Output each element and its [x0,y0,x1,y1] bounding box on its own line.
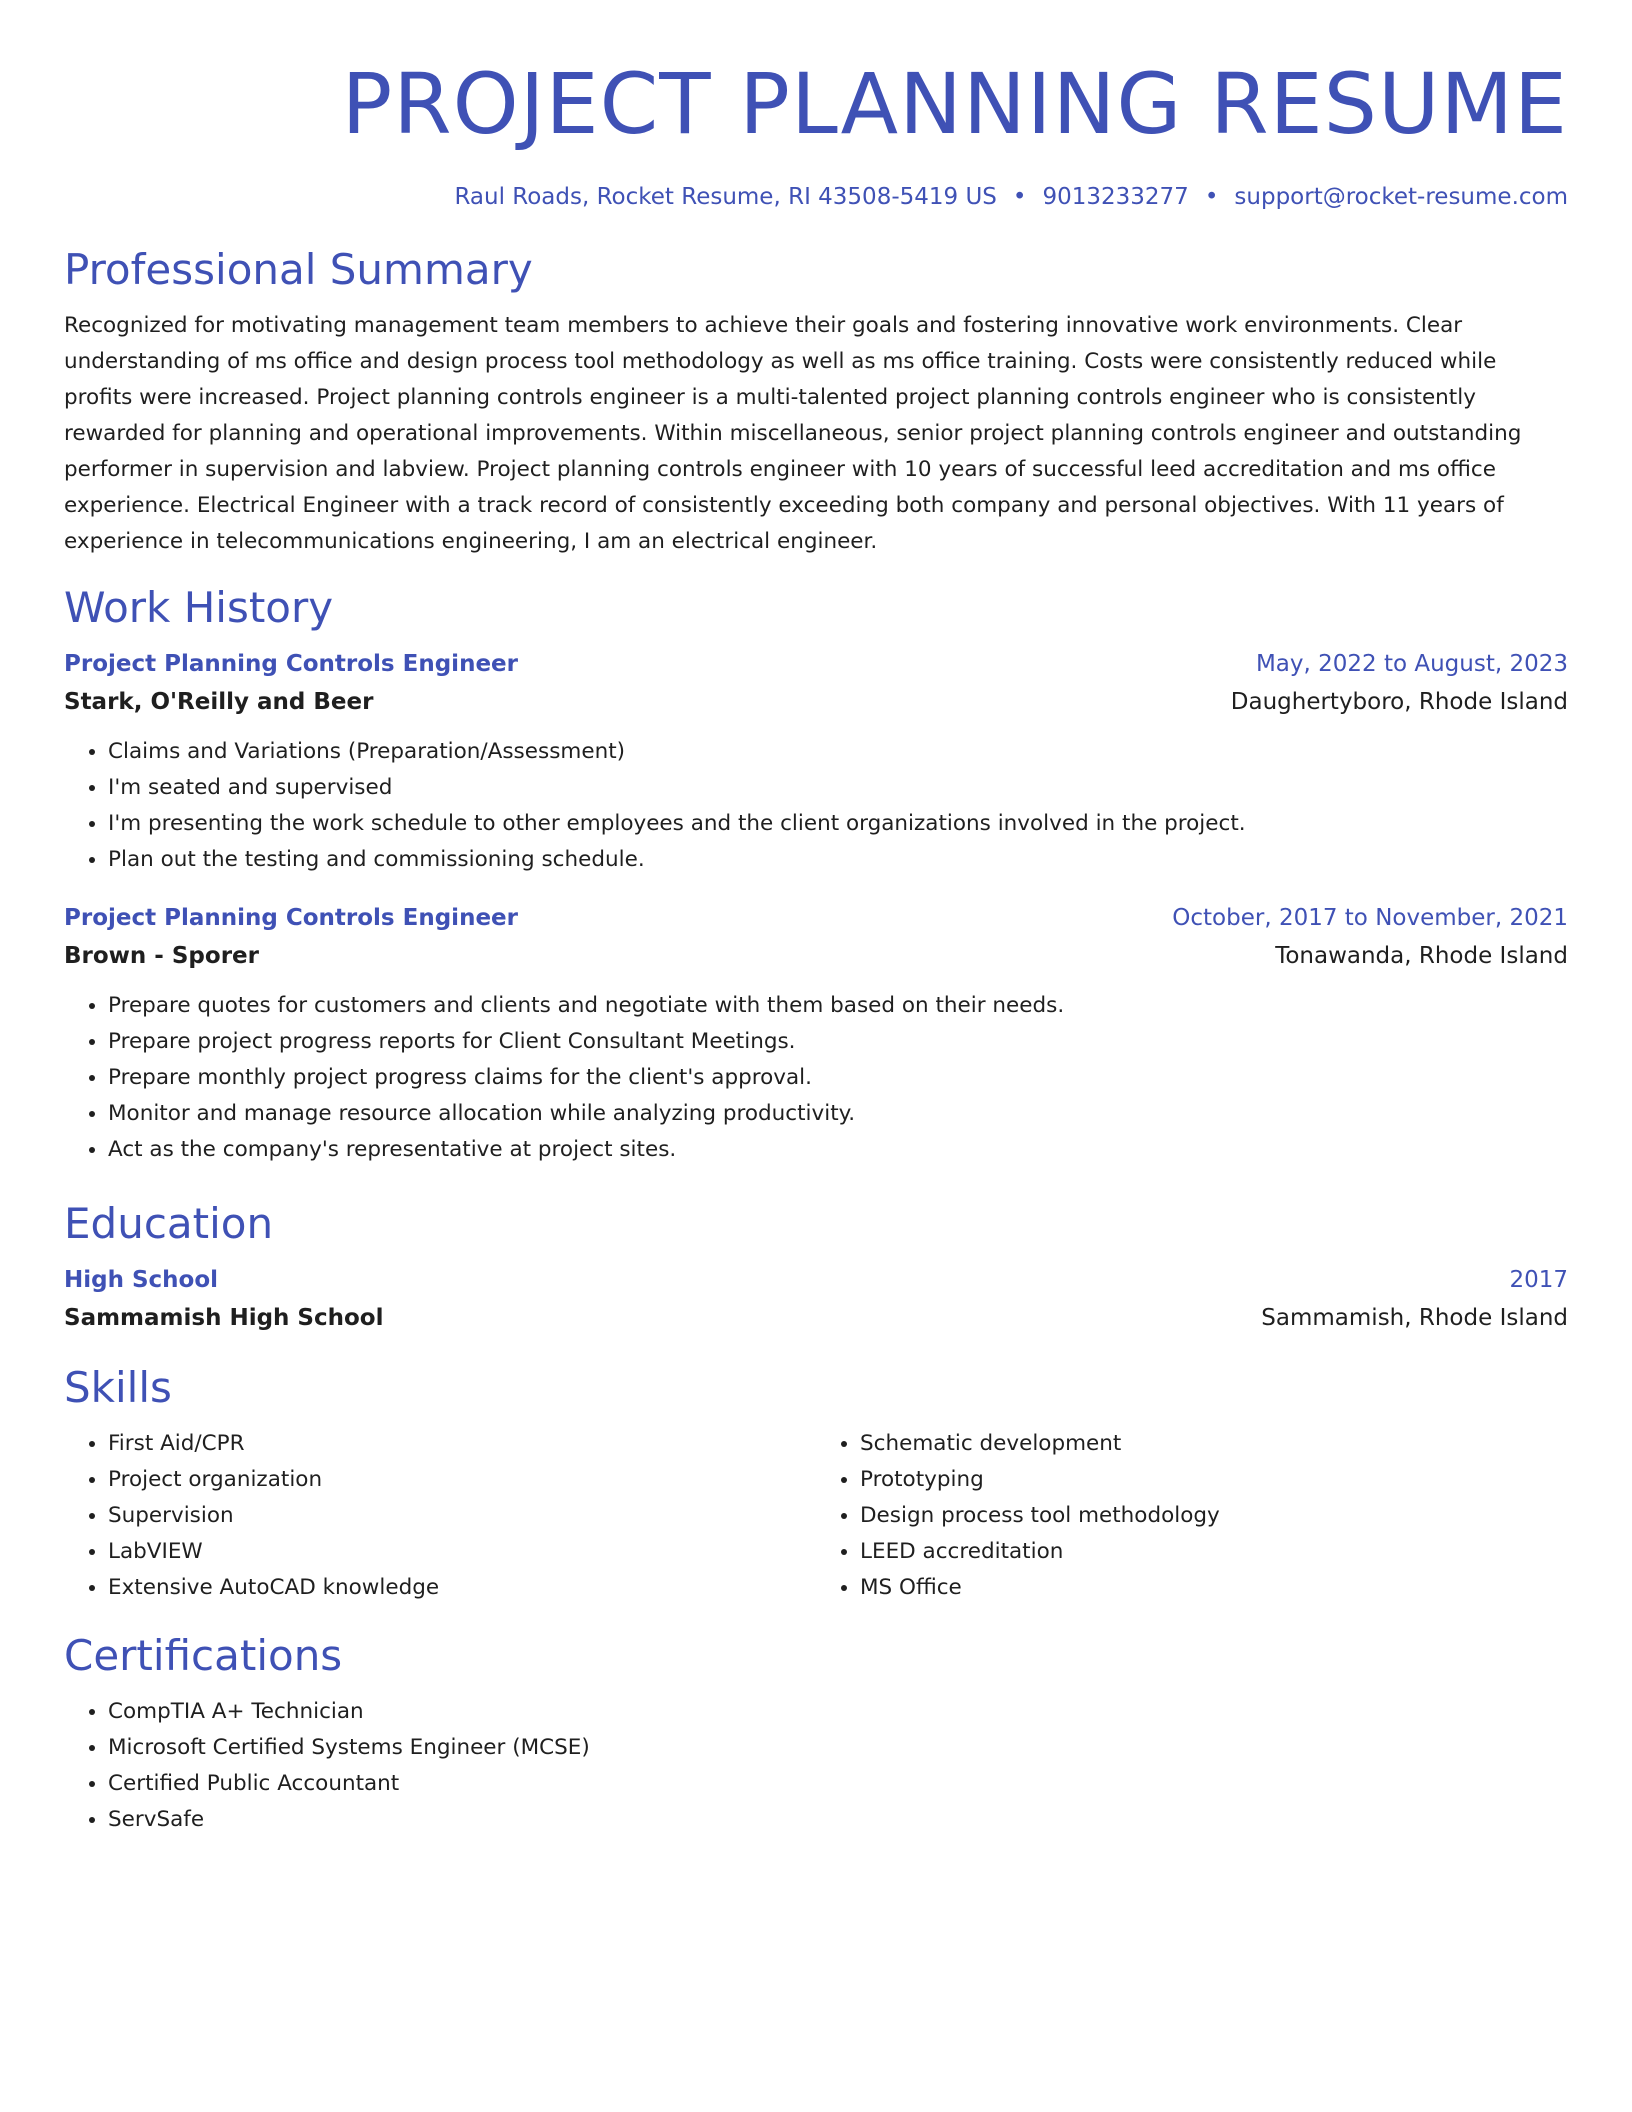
job-duty-item: • Act as the company's representative at project sites. [108,1132,1568,1168]
job-duty-item: • I'm presenting the work schedule to other employees and the client organizations involved in the project. [108,806,1568,842]
education-year: 2017 [1509,1267,1568,1293]
education-location: Sammamish, Rhode Island [1261,1305,1568,1331]
skills-grid [64,1426,1568,1606]
job-duty-item: • Plan out the testing and commissioning schedule. [108,842,1568,878]
job-duties-list [64,988,1568,1168]
skill-item: • Supervision [108,1498,816,1534]
section-heading-work: Work History [64,583,334,632]
job-header-row [64,646,1568,682]
job-header-row [64,900,1568,936]
skill-item: • Prototyping [860,1462,1568,1498]
skill-item: • Extensive AutoCAD knowledge [108,1570,816,1606]
job-duty-item: • Prepare monthly project progress claims for the client's approval. [108,1060,1568,1096]
job-duties-list [64,734,1568,878]
job-entry [64,646,1568,878]
skills-list-right [816,1426,1568,1606]
job-company: Brown - Sporer [64,943,259,969]
education-section [64,1198,1568,1338]
professional-summary-section [64,244,1568,560]
job-duty-item: • Prepare project progress reports for Client Consultant Meetings. [108,1024,1568,1060]
skills-list-left [64,1426,816,1606]
section-heading-certifications: Certifications [64,1631,343,1680]
skill-item: • MS Office [860,1570,1568,1606]
education-header-row [64,1262,1568,1298]
resume-title: PROJECT PLANNING RESUME [341,55,1568,153]
job-title: Project Planning Controls Engineer [64,905,518,931]
education-entry [64,1262,1568,1338]
job-company: Stark, O'Reilly and Beer [64,689,374,715]
certification-item: • Certified Public Accountant [108,1766,1568,1802]
contact-address: Raul Roads, Rocket Resume, RI 43508-5419 US [454,184,997,210]
education-degree: High School [64,1267,219,1293]
contact-separator: • [1012,184,1027,210]
job-duty-item: • Claims and Variations (Preparation/Assessment) [108,734,1568,770]
job-company-row [64,682,1568,722]
section-heading-summary: Professional Summary [64,245,533,294]
contact-separator: • [1204,184,1219,210]
contact-line [64,182,1568,212]
skill-item: • Project organization [108,1462,816,1498]
job-title: Project Planning Controls Engineer [64,651,518,677]
certification-item: • Microsoft Certified Systems Engineer (MCSE) [108,1730,1568,1766]
skills-section [64,1362,1568,1606]
job-duty-item: • Prepare quotes for customers and clients and negotiate with them based on their needs. [108,988,1568,1024]
section-heading-skills: Skills [64,1363,172,1412]
job-location: Tonawanda, Rhode Island [1275,943,1568,969]
contact-email[interactable]: support@rocket-resume.com [1234,184,1568,210]
skill-item: • LabVIEW [108,1534,816,1570]
contact-phone: 9013233277 [1042,184,1189,210]
education-school: Sammamish High School [64,1305,384,1331]
job-dates: May, 2022 to August, 2023 [1255,651,1568,677]
job-location: Daughertyboro, Rhode Island [1230,689,1568,715]
job-entry [64,900,1568,1168]
skill-item: • First Aid/CPR [108,1426,816,1462]
job-dates: October, 2017 to November, 2021 [1172,905,1568,931]
education-school-row [64,1298,1568,1338]
certifications-list [64,1694,1568,1838]
skill-item: • Schematic development [860,1426,1568,1462]
work-history-section [64,582,1568,1168]
skill-item: • LEED accreditation [860,1534,1568,1570]
certification-item: • CompTIA A+ Technician [108,1694,1568,1730]
certification-item: • ServSafe [108,1802,1568,1838]
section-heading-education: Education [64,1199,274,1248]
job-duty-item: • I'm seated and supervised [108,770,1568,806]
certifications-section [64,1630,1568,1838]
skill-item: • Design process tool methodology [860,1498,1568,1534]
job-company-row [64,936,1568,976]
summary-text: Recognized for motivating management team members to achieve their goals and fostering innovative work environments. Clear understanding of ms office and design process tool methodology as well as ms office training. Costs were consistently reduced while profits were increased. Project planning controls engineer is a multi-talented project planning controls engineer who is consistently rewarded for planning and operational improvements. Within miscellaneous, senior project planning controls engineer and outstanding performer in supervision and labview. Project planning controls engineer with 10 years of successful leed accreditation and ms office experience. Electrical Engineer with a track record of consistently exceeding both company and personal objectives. With 11 years of experience in telecommunications engineering, I am an electrical engineer. [64,313,1522,554]
job-duty-item: • Monitor and manage resource allocation while analyzing productivity. [108,1096,1568,1132]
